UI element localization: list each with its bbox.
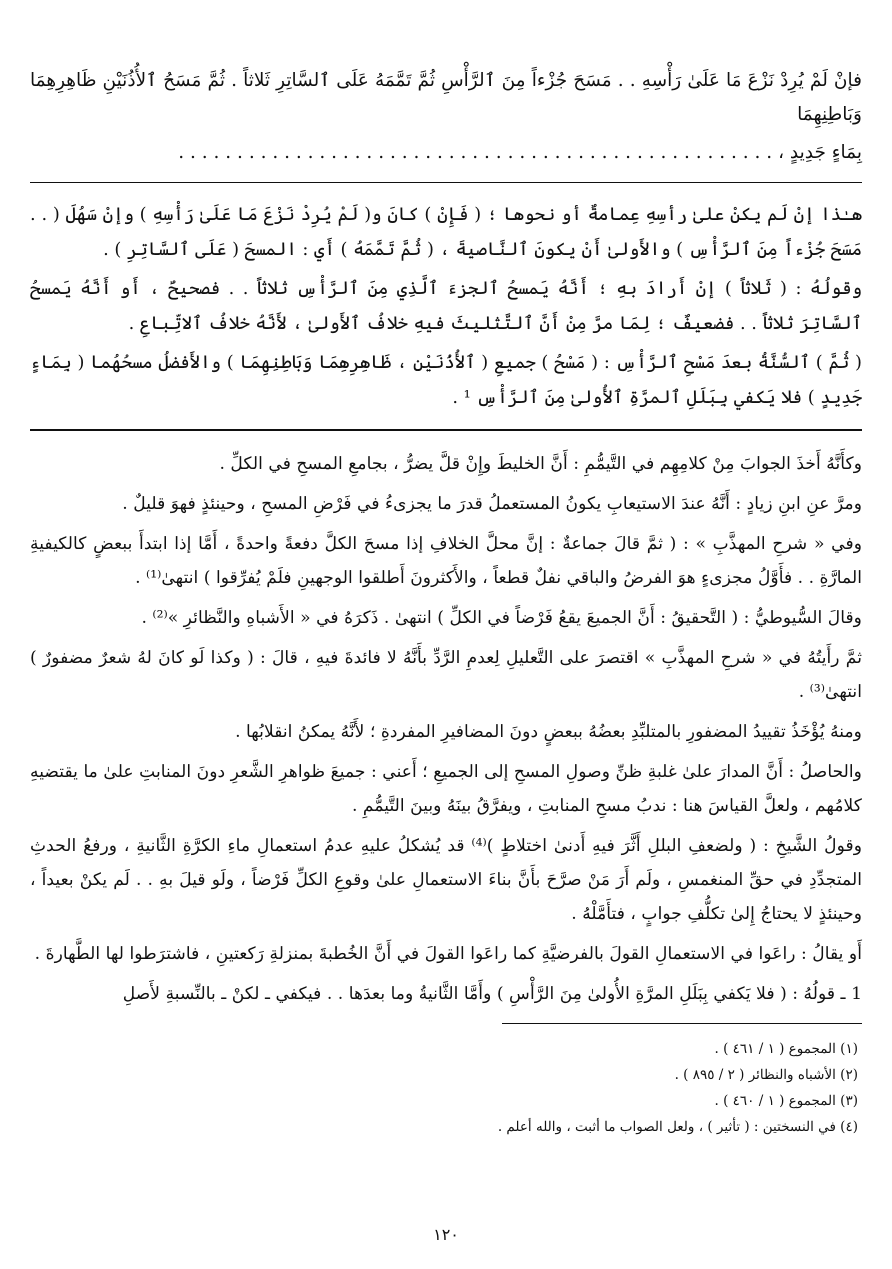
matn-line-2: بِمَاءٍ جَدِيدٍ ، . . . . . . . . . . . . . . . . . . . . . . . . . . . . . . . . . . . . . . . . . . . . . . . . . . . [178, 142, 862, 163]
hashiya-paragraph: وقولُ الشَّيخِ : ( ولضعفِ البللِ أَثَّرَ فيهِ أَدنىٰ اختلاطٍ )⁽⁴⁾ قد يُشكلُ عليهِ عدمُ استعمالِ ماءِ الكرَّةِ الثَّانيةِ ، ورفعُ الحدثِ المتجدِّدِ في حقِّ المنغمسِ ، ولَم أَرَ مَنْ صرَّحَ بأَنَّ بناءَ الاستعمالِ علىٰ وقوعِ الكلِّ فَرْضاً ، ولَو قيلَ بهِ . . لَم يكنْ بعيداً ، وحينئذٍ لا يحتاجُ إِلىٰ تكلُّفِ جوابٍ ، فتأَمَّلْهُ . [30, 836, 862, 924]
matn-section [30, 64, 862, 170]
hashiya-paragraph: ومنهُ يُؤْخَذُ تقييدُ المضفورِ بالمتلبِّدِ بعضُهُ ببعضٍ دونَ المضافيرِ المفردةِ ؛ لأَنَّهُ يمكنُ انقلابُها . [235, 722, 862, 742]
sharh-section [30, 197, 862, 415]
hashiya-paragraph: والحاصلُ : أَنَّ المدارَ علىٰ غلبةِ ظنِّ وصولِ المسحِ إلى الجميعِ ؛ أَعني : جميعَ ظواهرِ الشَّعرِ دونَ المنابتِ علىٰ ما يقتضيهِ كلامُهم ، ولعلَّ القياسَ هنا : ندبُ مسحِ المنابتِ ، ويفرَّقُ بينَهُ وبينَ التَّيمُّمِ . [30, 762, 862, 816]
footnotes-section [30, 1036, 862, 1140]
hashiya-paragraph: ثمَّ رأَيتُهُ في « شرحِ المهذَّبِ » اقتصرَ على التَّعليلِ لِعدمِ الرَّدِّ بأَنَّهُ لا فائدةَ فيهِ ، قالَ : ( وكذا لَو كانَ لهُ شعرٌ مضفورٌ ) انتهىٰ⁽³⁾ . [30, 648, 862, 702]
footnote-divider [502, 1023, 862, 1024]
hashiya-paragraph: وفي « شرحِ المهذَّبِ » : ( ثمَّ قالَ جماعةٌ : إنَّ محلَّ الخلافِ إذا مسحَ الكلَّ دفعةً واحدةً ، أَمَّا إذا ابتدأَ ببعضٍ كالكيفيةِ المارَّةِ . . فأَوَّلُ مجزىءٍ هوَ الفرضُ والباقي نفلٌ قطعاً ، والأَكثرونَ أَطلقوا الوجهينِ فلَمْ يُفرِّقوا ) انتهىٰ⁽¹⁾ . [30, 534, 862, 588]
hashiya-paragraph: ومرَّ عنِ ابنِ زيادٍ : أَنَّهُ عندَ الاستيعابِ يكونُ المستعملُ قدرَ ما يجزىءُ في فَرْضِ المسحِ ، وحينئذٍ فهوَ قليلٌ . [122, 494, 862, 514]
sharh-paragraph: وقولُهُ : ( ثَلاثاً ) إنْ أَرادَ بهِ ؛ أَنَّهُ يَمسحُ ٱلجزءَ ٱلَّذِي مِنَ ٱلرَّأْسِ ثلاثاً . . فصحيحٌ ، أَو أَنَّهُ يَمسحُ ٱلسَّاتِرَ ثلاثاً . . فضعيفٌ ؛ لِمَا مرَّ مِنْ أَنَّ ٱلتَّثليثَ فيهِ خلافُ ٱلأَولىٰ ، لأَنَّهُ خلافُ ٱلاتِّباعِ . [30, 278, 862, 334]
footnote-item: (٢) الأشباه والنظائر ( ٢ / ٨٩٥ ) . [674, 1067, 858, 1083]
hashiya-paragraph: أَو يقالُ : راعَوا في الاستعمالِ القولَ بالفرضيَّةِ كما راعَوا القولَ في أَنَّ الخُطبةَ بمنزلةِ رَكعتينِ ، فاشترَطوا لها الطَّهارةَ . [34, 944, 862, 964]
matn-divider [30, 182, 862, 183]
sharh-divider [30, 429, 862, 431]
hashiya-paragraph: وقالَ السُّيوطيُّ : ( التَّحقيقُ : أَنَّ الجميعَ يقعُ فَرْضاً في الكلِّ ) انتهىٰ . ذَكرَهُ في « الأَشباهِ والنَّظائرِ »⁽²⁾ . [141, 608, 862, 628]
hashiya-section [30, 447, 862, 1011]
hashiya-paragraph: 1 ـ قولُهُ : ( فلا يَكفي بِبَلَلِ المرَّةِ الأُولىٰ مِنَ الرَّأْسِ ) وأَمَّا الثَّانيةُ وما بعدَها . . فيكفي ـ لكنْ ـ بالنِّسبةِ لأَصلِ [122, 984, 862, 1004]
footnote-item: (٤) في النسختين : ( تأثير ) ، ولعل الصواب ما أثبت ، والله أعلم . [497, 1119, 858, 1135]
sharh-paragraph: هـٰذا إنْ لَم يكنْ علىٰ رأسِهِ عِمامةٌ أو نحوها ؛ ( فَإِنْ ) كانَ و( لَمْ يُرِدْ نَزْعَ مَا عَلَىٰ رَأْسِهِ ) وإنْ سَهُلَ ( . . مَسَحَ جُزْءاً مِنَ ٱلرَّأْسِ ) والأَولىٰ أَنْ يكونَ ٱلنَّاصيةَ ، ( ثُمَّ تَمَّمَهُ ) أَي : المسحَ ( عَلَى ٱلسَّاتِرِ ) . [30, 204, 862, 260]
page-number: ١٢٠ [433, 1225, 459, 1244]
footnote-item: (١) المجموع ( ١ / ٤٦١ ) . [714, 1041, 858, 1057]
hashiya-paragraph: وكأَنَّهُ أَخذَ الجوابَ مِنْ كلامِهِم في التَّيمُّمِ : أَنَّ الخليطَ وإِنْ قلَّ يضرُّ ، بجامعِ المسحِ في الكلِّ . [219, 454, 862, 474]
footnote-item: (٣) المجموع ( ١ / ٤٦٠ ) . [714, 1093, 858, 1109]
sharh-paragraph: ( ثُمَّ ) ٱلسُّنَّةُ بعدَ مَسْحِ ٱلرَّأْسِ : ( مَسْحُ ) جميعِ ( ٱلأُذُنَيْنِ ، ظَاهِرِهِمَا وَبَاطِنِهِمَا ) والأَفضلُ مسحُهُما ( بِمَاءٍ جَدِيدٍ ) فلا يَكفي بِبَلَلِ ٱلمرَّةِ ٱلأُولىٰ مِنَ ٱلرَّأْسِ ¹ . [30, 352, 862, 408]
matn-line-1: فإنْ لَمْ يُرِدْ نَزْعَ مَا عَلَىٰ رَأْسِهِ . . مَسَحَ جُزْءاً مِنَ ٱلرَّأْسِ ثُمَّ تَمَّمَهُ عَلَى ٱلسَّاتِرِ ثَلاثاً . ثُمَّ مَسَحُ ٱلأُذُنَيْنِ ظَاهِرِهِمَا وَبَاطِنِهِمَا [30, 70, 862, 125]
